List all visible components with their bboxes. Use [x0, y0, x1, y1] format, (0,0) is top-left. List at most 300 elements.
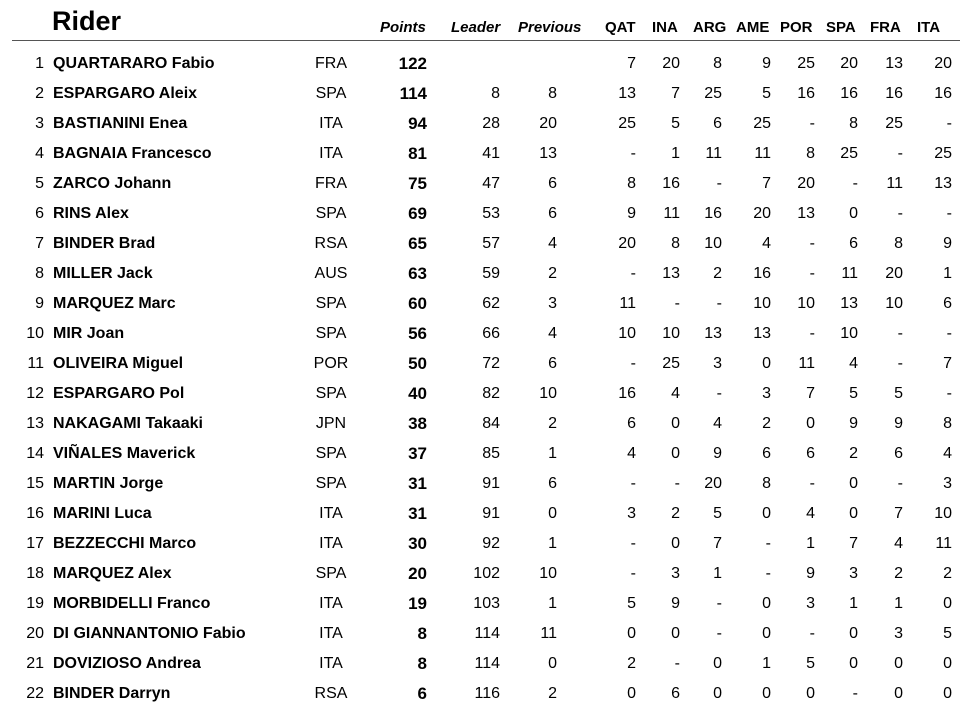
race-points-ame: 0: [762, 505, 771, 522]
race-points-ina: 3: [671, 565, 680, 582]
standings-row: [0, 649, 960, 679]
rider-points: 30: [408, 534, 427, 553]
rider-position: 15: [26, 475, 44, 492]
gap-to-previous: 0: [548, 655, 557, 672]
race-points-spa: 4: [849, 355, 858, 372]
race-points-ame: 8: [762, 475, 771, 492]
rider-name: MORBIDELLI Franco: [53, 595, 211, 612]
race-points-qat: -: [630, 265, 636, 282]
rider-points: 20: [408, 564, 427, 583]
rider-nation: ITA: [319, 505, 343, 522]
race-points-fra: 8: [894, 235, 903, 252]
rider-position: 21: [26, 655, 44, 672]
race-points-ina: 20: [662, 55, 680, 72]
race-points-spa: 0: [849, 655, 858, 672]
rider-points: 81: [408, 144, 427, 163]
race-points-ame: 25: [753, 115, 771, 132]
race-points-ame: 20: [753, 205, 771, 222]
rider-position: 5: [35, 175, 44, 192]
rider-nation: ITA: [319, 535, 343, 552]
rider-position: 19: [26, 595, 44, 612]
race-points-ame: 11: [754, 145, 771, 162]
race-points-ina: 16: [662, 175, 680, 192]
race-header-fra: FRA: [870, 19, 901, 36]
rider-nation: ITA: [319, 625, 343, 642]
race-points-fra: -: [897, 145, 903, 162]
race-points-por: 13: [797, 205, 815, 222]
race-points-ame: -: [765, 535, 771, 552]
race-points-por: 4: [806, 505, 815, 522]
rider-name: OLIVEIRA Miguel: [53, 355, 184, 372]
rider-position: 6: [35, 205, 44, 222]
race-points-arg: 10: [704, 235, 722, 252]
race-points-por: 8: [806, 145, 815, 162]
race-points-por: 9: [806, 565, 815, 582]
gap-to-previous: 6: [548, 205, 557, 222]
rider-position: 14: [26, 445, 44, 462]
rider-name: DI GIANNANTONIO Fabio: [53, 625, 246, 642]
race-points-ame: 9: [762, 55, 771, 72]
race-points-ita: 9: [943, 235, 952, 252]
rider-name: MARQUEZ Alex: [53, 565, 172, 582]
race-points-arg: -: [716, 595, 722, 612]
rider-nation: SPA: [315, 325, 347, 342]
race-points-fra: 4: [894, 535, 903, 552]
race-points-qat: 16: [618, 385, 636, 402]
race-points-ame: 13: [753, 325, 771, 342]
race-points-spa: 6: [849, 235, 858, 252]
race-points-ita: 0: [943, 595, 952, 612]
race-points-arg: 1: [713, 565, 722, 582]
race-points-arg: 16: [704, 205, 722, 222]
race-header-spa: SPA: [826, 19, 856, 36]
race-points-arg: 5: [713, 505, 722, 522]
race-points-ita: 0: [943, 685, 952, 702]
race-points-ita: 8: [943, 415, 952, 432]
standings-row: [0, 679, 960, 709]
rider-nation: ITA: [319, 655, 343, 672]
standings-row: [0, 469, 960, 499]
rider-name: VIÑALES Maverick: [53, 445, 196, 462]
gap-to-previous: 11: [540, 625, 557, 642]
race-points-qat: 7: [627, 55, 636, 72]
race-points-fra: -: [897, 355, 903, 372]
rider-name: BEZZECCHI Marco: [53, 535, 197, 552]
race-points-qat: 0: [627, 625, 636, 642]
rider-nation: FRA: [315, 175, 347, 192]
race-points-fra: -: [897, 475, 903, 492]
rider-position: 9: [35, 295, 44, 312]
rider-points: 6: [417, 684, 427, 703]
rider-nation: RSA: [314, 235, 348, 252]
race-points-por: 20: [797, 175, 815, 192]
gap-to-leader: 8: [491, 85, 500, 102]
gap-to-previous: 6: [548, 175, 557, 192]
race-points-ina: 9: [671, 595, 680, 612]
race-points-por: 5: [806, 655, 815, 672]
rider-nation: JPN: [315, 415, 347, 432]
race-points-spa: 3: [849, 565, 858, 582]
gap-to-leader: 66: [482, 325, 500, 342]
race-points-spa: 1: [849, 595, 858, 612]
race-points-ita: 10: [934, 505, 952, 522]
standings-row: [0, 619, 960, 649]
gap-to-leader: 91: [482, 475, 500, 492]
race-points-ina: 10: [662, 325, 680, 342]
race-points-ame: 0: [762, 625, 771, 642]
standings-row: [0, 319, 960, 349]
race-points-ame: 0: [762, 595, 771, 612]
race-points-qat: -: [630, 535, 636, 552]
race-points-spa: 0: [849, 505, 858, 522]
race-points-por: 0: [806, 415, 815, 432]
rider-position: 10: [26, 325, 44, 342]
race-points-ina: 8: [671, 235, 680, 252]
standings-row: [0, 169, 960, 199]
points-header: Points: [380, 19, 426, 36]
race-points-qat: -: [630, 565, 636, 582]
rider-position: 22: [26, 685, 44, 702]
previous-header: Previous: [518, 19, 582, 36]
race-points-ina: 0: [671, 445, 680, 462]
race-header-arg: ARG: [693, 19, 727, 36]
rider-points: 60: [408, 294, 427, 313]
race-header-ita: ITA: [917, 19, 941, 36]
race-points-por: -: [809, 235, 815, 252]
gap-to-leader: 91: [482, 505, 500, 522]
race-points-spa: 13: [840, 295, 858, 312]
rider-name: BINDER Brad: [53, 235, 156, 252]
gap-to-previous: 4: [548, 235, 557, 252]
rider-nation: SPA: [315, 445, 347, 462]
race-points-arg: 20: [704, 475, 722, 492]
rider-name: MARTIN Jorge: [53, 475, 164, 492]
race-points-arg: 6: [713, 115, 722, 132]
race-points-spa: -: [852, 685, 858, 702]
race-points-fra: 6: [894, 445, 903, 462]
rider-position: 12: [26, 385, 44, 402]
rider-points: 56: [408, 324, 427, 343]
standings-row: [0, 409, 960, 439]
race-points-fra: 7: [894, 505, 903, 522]
race-points-arg: 7: [713, 535, 722, 552]
gap-to-previous: 1: [548, 445, 557, 462]
rider-points: 8: [417, 654, 427, 673]
race-points-ame: -: [765, 565, 771, 582]
standings-row: [0, 139, 960, 169]
gap-to-previous: 20: [539, 115, 557, 132]
race-points-fra: 10: [885, 295, 903, 312]
gap-to-previous: 2: [548, 685, 557, 702]
race-points-ame: 6: [762, 445, 771, 462]
rider-nation: SPA: [315, 295, 347, 312]
gap-to-leader: 53: [482, 205, 500, 222]
race-points-ina: 13: [662, 265, 680, 282]
race-points-ina: 4: [671, 385, 680, 402]
race-points-qat: 25: [618, 115, 636, 132]
race-points-spa: 5: [849, 385, 858, 402]
race-header-ina: INA: [652, 19, 678, 36]
race-points-ame: 7: [762, 175, 771, 192]
gap-to-leader: 84: [482, 415, 500, 432]
gap-to-previous: 13: [539, 145, 557, 162]
race-points-qat: 10: [618, 325, 636, 342]
race-header-ame: AME: [736, 19, 770, 36]
rider-name: BAGNAIA Francesco: [53, 145, 212, 162]
race-points-fra: 3: [894, 625, 903, 642]
gap-to-previous: 8: [548, 85, 557, 102]
race-points-ina: 25: [662, 355, 680, 372]
rider-name: DOVIZIOSO Andrea: [53, 655, 201, 672]
race-points-qat: 3: [627, 505, 636, 522]
rider-points: 31: [408, 504, 427, 523]
race-points-arg: 3: [713, 355, 722, 372]
race-points-arg: 25: [704, 85, 722, 102]
race-points-ina: -: [674, 475, 680, 492]
race-points-qat: 0: [627, 685, 636, 702]
race-points-fra: 9: [894, 415, 903, 432]
race-points-ame: 3: [762, 385, 771, 402]
rider-name: BASTIANINI Enea: [53, 115, 188, 132]
rider-name: ZARCO Johann: [53, 175, 172, 192]
race-points-ame: 0: [762, 355, 771, 372]
rider-nation: ITA: [319, 595, 343, 612]
rider-points: 122: [398, 54, 427, 73]
race-points-por: 1: [806, 535, 815, 552]
race-points-spa: 2: [849, 445, 858, 462]
race-points-arg: 0: [713, 655, 722, 672]
gap-to-leader: 114: [474, 625, 500, 642]
gap-to-leader: 28: [482, 115, 500, 132]
race-points-ina: 1: [671, 145, 680, 162]
gap-to-previous: 3: [548, 295, 557, 312]
rider-nation: SPA: [315, 475, 347, 492]
race-points-ina: 11: [663, 205, 680, 222]
race-points-por: -: [809, 325, 815, 342]
race-points-arg: 8: [713, 55, 722, 72]
rider-name: ESPARGARO Aleix: [53, 85, 198, 102]
gap-to-previous: 6: [548, 475, 557, 492]
rider-nation: AUS: [314, 265, 348, 282]
race-points-qat: -: [630, 475, 636, 492]
rider-points: 19: [408, 594, 427, 613]
race-points-spa: 20: [840, 55, 858, 72]
standings-row: [0, 589, 960, 619]
race-points-fra: 0: [894, 655, 903, 672]
race-points-qat: -: [630, 145, 636, 162]
rider-nation: POR: [313, 355, 349, 372]
race-header-qat: QAT: [605, 19, 636, 36]
race-points-arg: -: [716, 385, 722, 402]
standings-row: [0, 439, 960, 469]
gap-to-leader: 47: [482, 175, 500, 192]
gap-to-previous: 4: [548, 325, 557, 342]
standings-row: [0, 499, 960, 529]
rider-name: BINDER Darryn: [53, 685, 171, 702]
rider-name: MARQUEZ Marc: [53, 295, 176, 312]
rider-nation: ITA: [319, 145, 343, 162]
race-points-qat: 4: [627, 445, 636, 462]
race-points-ita: 2: [943, 565, 952, 582]
race-points-por: -: [809, 625, 815, 642]
race-points-fra: 16: [885, 85, 903, 102]
race-points-ita: -: [946, 325, 952, 342]
race-points-spa: 9: [849, 415, 858, 432]
race-points-por: 3: [806, 595, 815, 612]
rider-position: 8: [35, 265, 44, 282]
standings-row: [0, 289, 960, 319]
race-points-fra: 1: [894, 595, 903, 612]
race-points-ita: 25: [934, 145, 952, 162]
race-points-ita: 6: [943, 295, 952, 312]
race-points-ina: 5: [671, 115, 680, 132]
race-points-por: 6: [806, 445, 815, 462]
rider-nation: SPA: [315, 205, 347, 222]
leader-header: Leader: [451, 19, 501, 36]
race-points-ina: -: [674, 295, 680, 312]
race-points-fra: 13: [885, 55, 903, 72]
standings-row: [0, 49, 960, 79]
race-points-qat: 13: [618, 85, 636, 102]
race-points-ina: 0: [671, 535, 680, 552]
race-points-spa: 11: [841, 265, 858, 282]
race-points-fra: -: [897, 325, 903, 342]
standings-row: [0, 349, 960, 379]
rider-name: NAKAGAMI Takaaki: [53, 415, 203, 432]
race-points-ita: 0: [943, 655, 952, 672]
rider-points: 38: [408, 414, 427, 433]
race-points-fra: 20: [885, 265, 903, 282]
gap-to-leader: 103: [473, 595, 500, 612]
race-points-arg: 4: [713, 415, 722, 432]
gap-to-previous: 2: [548, 265, 557, 282]
race-points-ita: 16: [934, 85, 952, 102]
race-points-ita: -: [946, 115, 952, 132]
gap-to-leader: 41: [482, 145, 500, 162]
race-points-ita: 7: [943, 355, 952, 372]
race-points-qat: 9: [627, 205, 636, 222]
gap-to-leader: 82: [482, 385, 500, 402]
rider-points: 50: [408, 354, 427, 373]
rider-nation: SPA: [315, 565, 347, 582]
rider-position: 7: [35, 235, 44, 252]
rider-position: 3: [35, 115, 44, 132]
rider-name: MARINI Luca: [53, 505, 152, 522]
rider-column-title: Rider: [52, 6, 122, 36]
race-points-arg: 13: [704, 325, 722, 342]
race-points-fra: 25: [885, 115, 903, 132]
gap-to-previous: 10: [539, 385, 557, 402]
gap-to-previous: 6: [548, 355, 557, 372]
gap-to-leader: 92: [482, 535, 500, 552]
race-points-spa: 0: [849, 625, 858, 642]
race-points-por: -: [809, 115, 815, 132]
race-points-fra: -: [897, 205, 903, 222]
race-points-qat: 11: [619, 295, 636, 312]
race-points-spa: 7: [849, 535, 858, 552]
rider-nation: FRA: [315, 55, 347, 72]
rider-name: RINS Alex: [53, 205, 129, 222]
rider-nation: RSA: [314, 685, 348, 702]
gap-to-leader: 114: [474, 655, 500, 672]
race-header-por: POR: [780, 19, 813, 36]
race-points-por: -: [809, 265, 815, 282]
race-points-ita: 1: [943, 265, 952, 282]
gap-to-leader: 85: [482, 445, 500, 462]
rider-points: 75: [408, 174, 427, 193]
gap-to-leader: 57: [482, 235, 500, 252]
race-points-qat: -: [630, 355, 636, 372]
gap-to-leader: 102: [473, 565, 500, 582]
rider-points: 63: [408, 264, 427, 283]
race-points-spa: -: [852, 175, 858, 192]
race-points-spa: 0: [849, 475, 858, 492]
rider-position: 17: [26, 535, 44, 552]
rider-points: 114: [399, 84, 427, 103]
race-points-qat: 20: [618, 235, 636, 252]
race-points-spa: 8: [849, 115, 858, 132]
race-points-por: 25: [797, 55, 815, 72]
race-points-ame: 5: [762, 85, 771, 102]
race-points-ame: 2: [762, 415, 771, 432]
race-points-qat: 6: [627, 415, 636, 432]
rider-position: 20: [26, 625, 44, 642]
rider-points: 94: [408, 114, 427, 133]
gap-to-previous: 1: [548, 535, 557, 552]
race-points-ina: 6: [671, 685, 680, 702]
gap-to-leader: 116: [474, 685, 500, 702]
standings-row: [0, 559, 960, 589]
race-points-spa: 16: [840, 85, 858, 102]
rider-points: 37: [408, 444, 427, 463]
race-points-arg: 2: [713, 265, 722, 282]
rider-name: MIR Joan: [53, 325, 125, 342]
race-points-ita: -: [946, 385, 952, 402]
race-points-fra: 0: [894, 685, 903, 702]
rider-nation: SPA: [315, 385, 347, 402]
race-points-ina: -: [674, 655, 680, 672]
race-points-arg: -: [716, 625, 722, 642]
race-points-ita: 3: [943, 475, 952, 492]
race-points-arg: -: [716, 295, 722, 312]
rider-points: 69: [408, 204, 427, 223]
race-points-ita: 4: [943, 445, 952, 462]
race-points-por: 0: [806, 685, 815, 702]
rider-position: 16: [26, 505, 44, 522]
race-points-arg: 0: [713, 685, 722, 702]
rider-position: 11: [27, 355, 44, 372]
race-points-spa: 25: [840, 145, 858, 162]
gap-to-previous: 10: [539, 565, 557, 582]
standings-row: [0, 109, 960, 139]
race-points-ina: 7: [671, 85, 680, 102]
race-points-qat: 5: [627, 595, 636, 612]
race-points-arg: 11: [705, 145, 722, 162]
race-points-ita: 5: [943, 625, 952, 642]
rider-name: MILLER Jack: [53, 265, 153, 282]
race-points-ina: 0: [671, 415, 680, 432]
race-points-ame: 10: [753, 295, 771, 312]
race-points-ina: 2: [671, 505, 680, 522]
race-points-spa: 10: [840, 325, 858, 342]
race-points-fra: 11: [886, 175, 903, 192]
rider-position: 4: [35, 145, 44, 162]
race-points-ame: 1: [762, 655, 771, 672]
rider-position: 18: [26, 565, 44, 582]
rider-points: 65: [408, 234, 427, 253]
rider-points: 31: [408, 474, 427, 493]
standings-row: [0, 79, 960, 109]
